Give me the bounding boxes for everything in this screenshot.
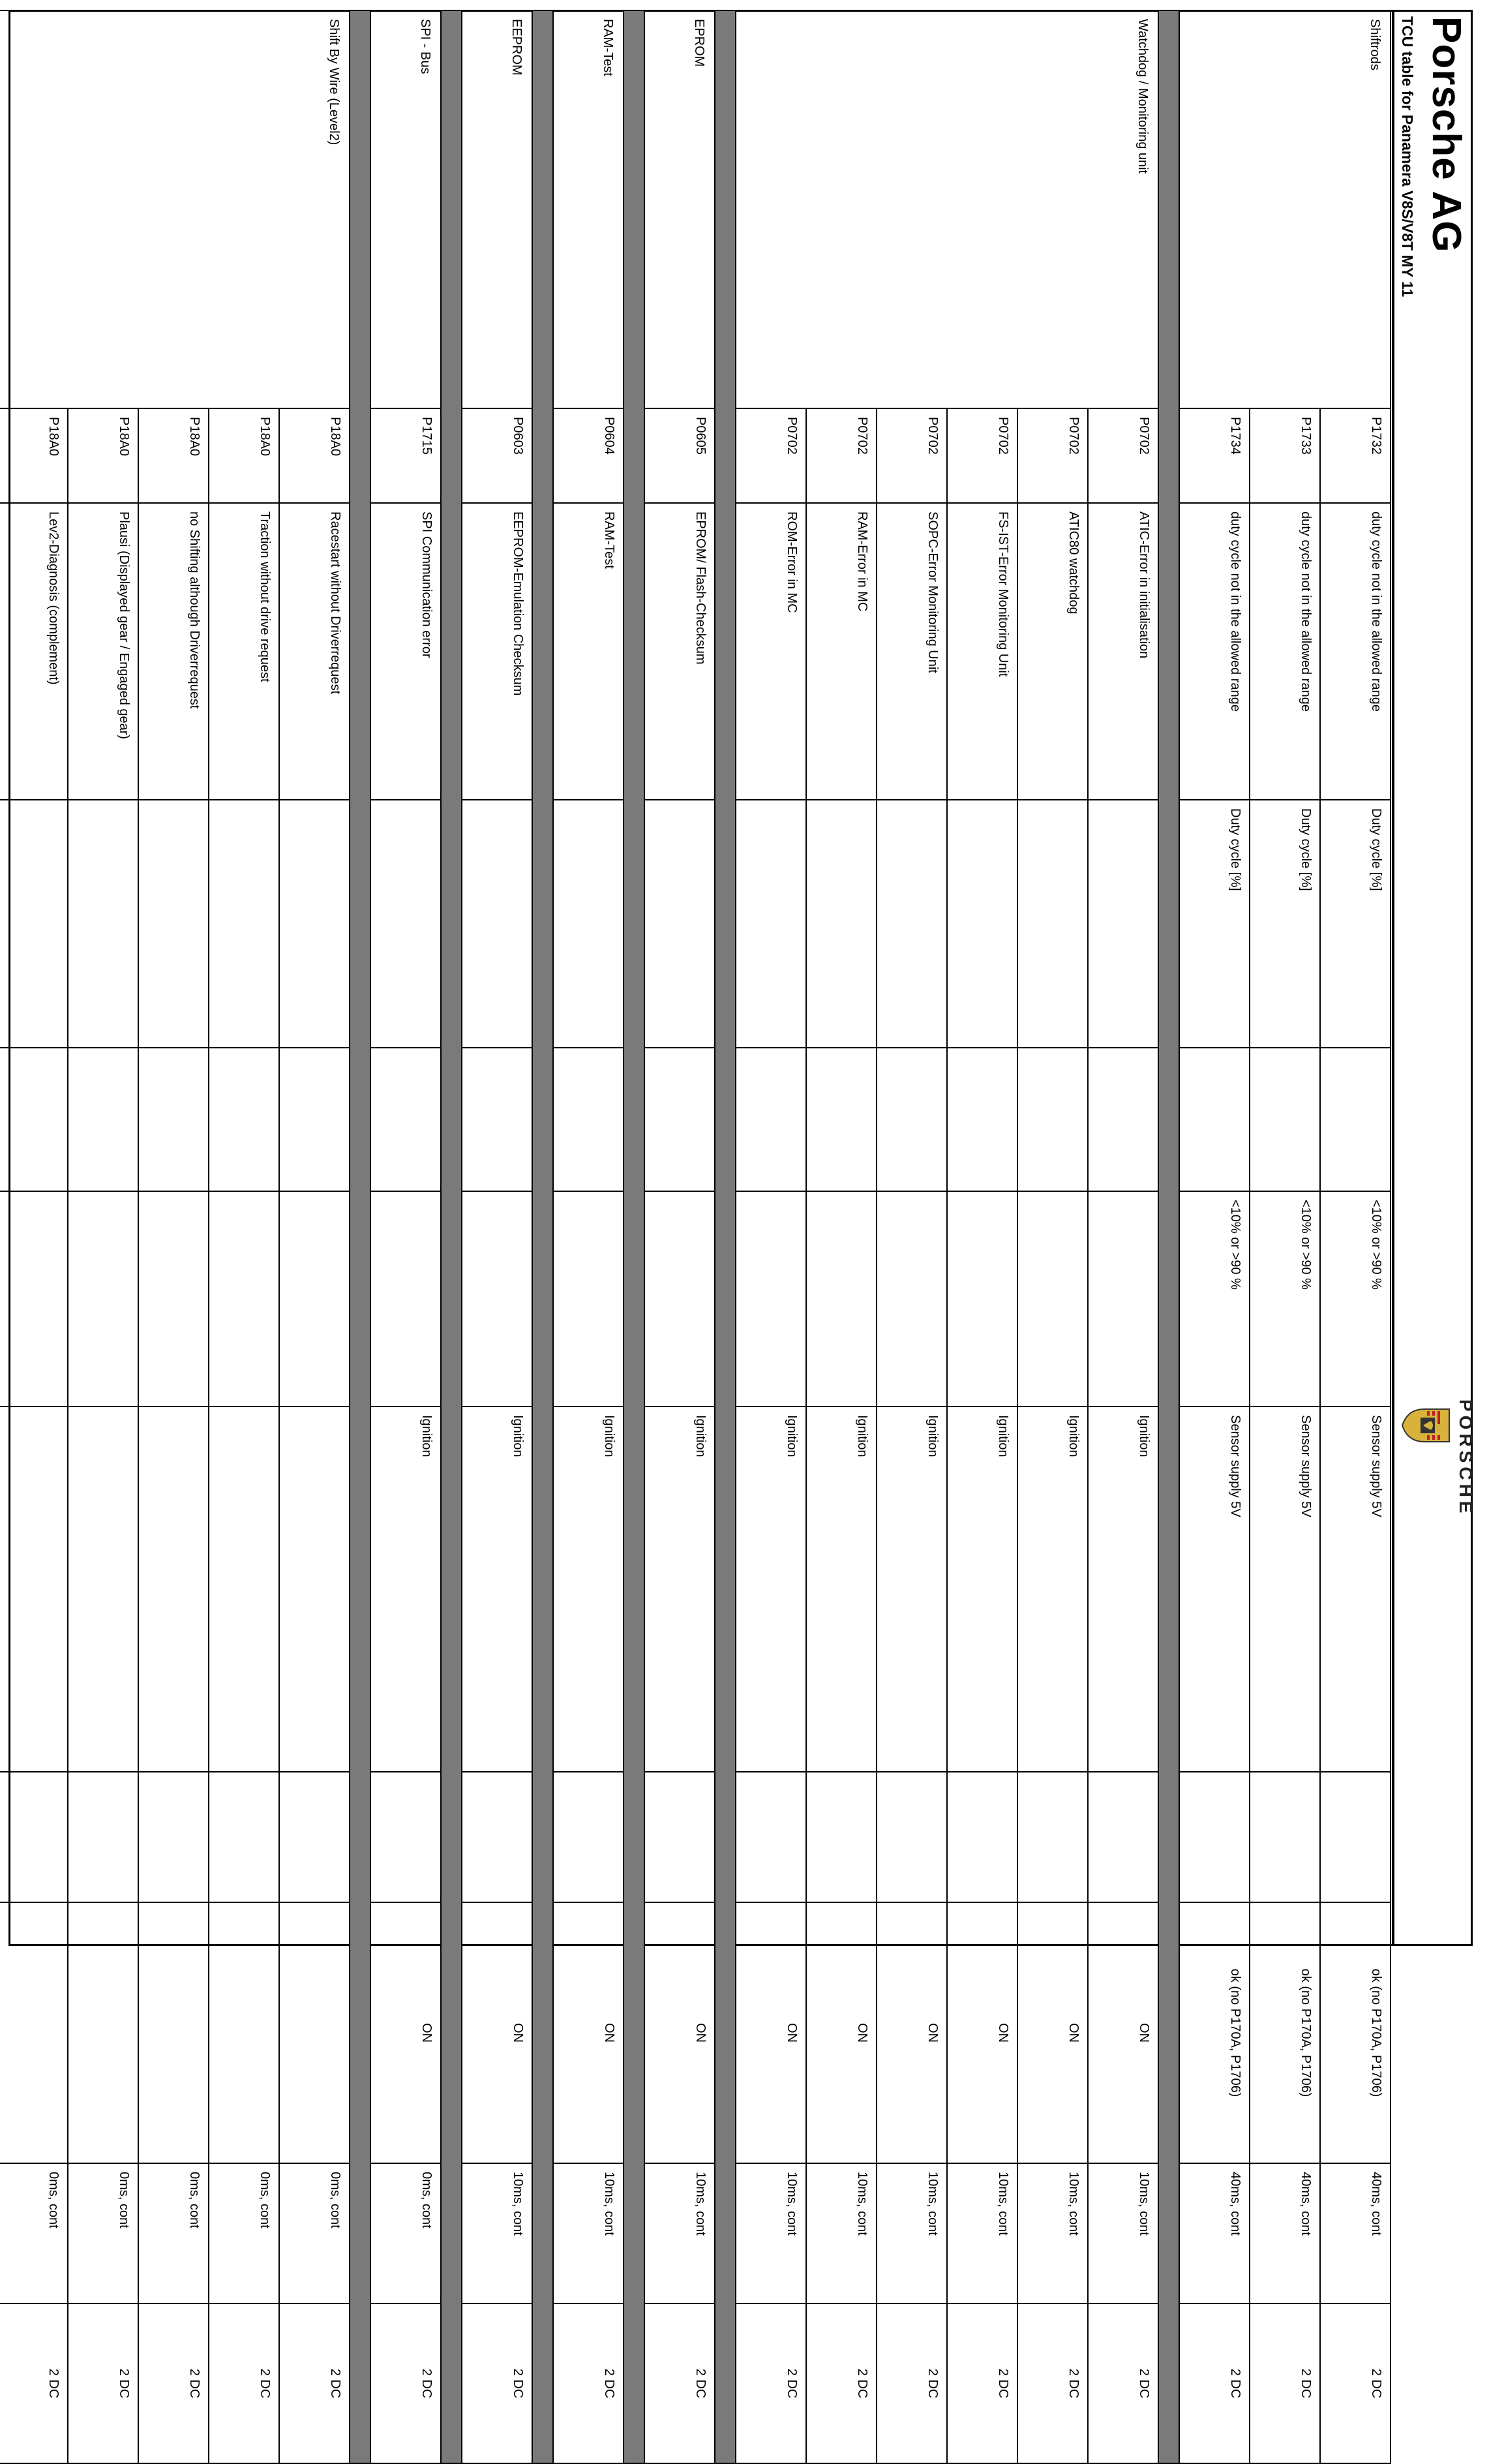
time-cell: 0ms, cont [0, 2163, 68, 2304]
col5-cell [462, 1048, 532, 1191]
param-cell: Duty cycle [%] [1250, 800, 1320, 1048]
param-cell [279, 800, 350, 1048]
param-cell [209, 800, 279, 1048]
param-cell [644, 800, 715, 1048]
enable-cell: ON [370, 1902, 441, 2163]
table-row [462, 10, 532, 2463]
section-separator [624, 10, 644, 2463]
time-cell: 0ms, cont [68, 2163, 138, 2304]
condition-cell [0, 1407, 68, 1772]
col9-cell [1179, 1772, 1250, 1902]
param-cell [462, 800, 532, 1048]
col6-cell [736, 1191, 806, 1407]
code-cell: P0702 [806, 408, 877, 503]
code-cell: P0702 [1017, 408, 1088, 503]
col6-cell [806, 1191, 877, 1407]
col6-cell [68, 1191, 138, 1407]
col5-cell [877, 1048, 947, 1191]
mil-cell: 2 DC [1250, 2304, 1320, 2463]
mil-cell: 2 DC [68, 2304, 138, 2463]
code-cell: P0702 [877, 408, 947, 503]
param-cell [0, 800, 68, 1048]
description-cell: Racestart without Driverrequest [279, 503, 350, 800]
condition-cell [279, 1407, 350, 1772]
col9-cell [209, 1772, 279, 1902]
param-cell [1017, 800, 1088, 1048]
param-cell: Duty cycle [%] [1320, 800, 1391, 1048]
mil-cell: 2 DC [138, 2304, 209, 2463]
enable-cell: ON [1017, 1902, 1088, 2163]
col5-cell [68, 1048, 138, 1191]
time-cell: 10ms, cont [877, 2163, 947, 2304]
col6-cell [370, 1191, 441, 1407]
time-cell: 10ms, cont [806, 2163, 877, 2304]
condition-cell: Sensor supply 5V [1320, 1407, 1391, 1772]
condition-cell: Ignition [947, 1407, 1017, 1772]
col5-cell [279, 1048, 350, 1191]
col9-cell [877, 1772, 947, 1902]
param-cell [736, 800, 806, 1048]
table-body [0, 10, 1391, 2463]
group-cell: Shift By Wire (Level2) [0, 10, 350, 408]
condition-cell [138, 1407, 209, 1772]
condition-cell [68, 1407, 138, 1772]
condition-cell: Ignition [1088, 1407, 1158, 1772]
time-cell: 10ms, cont [1088, 2163, 1158, 2304]
code-cell: P0702 [947, 408, 1017, 503]
mil-cell: 2 DC [644, 2304, 715, 2463]
mil-cell: 2 DC [947, 2304, 1017, 2463]
table-row [553, 10, 624, 2463]
group-cell: SPI - Bus [370, 10, 441, 408]
enable-cell: ok (no P170A, P1706) [1250, 1902, 1320, 2163]
param-cell [877, 800, 947, 1048]
col9-cell [736, 1772, 806, 1902]
enable-cell: ON [877, 1902, 947, 2163]
col5-cell [947, 1048, 1017, 1191]
condition-cell: Ignition [877, 1407, 947, 1772]
col6-cell [947, 1191, 1017, 1407]
table-row [644, 10, 715, 2463]
code-cell: P1734 [1179, 408, 1250, 503]
mil-cell: 2 DC [553, 2304, 624, 2463]
brand-wordmark: PORSCHE [1456, 1399, 1476, 1517]
description-cell: duty cycle not in the allowed range [1320, 503, 1391, 800]
col6-cell [462, 1191, 532, 1407]
col9-cell [1320, 1772, 1391, 1902]
mil-cell: 2 DC [736, 2304, 806, 2463]
time-cell: 10ms, cont [644, 2163, 715, 2304]
description-cell: ATIC80 watchdog [1017, 503, 1088, 800]
col6-cell [209, 1191, 279, 1407]
page-subtitle: TCU table for Panamera V8S/V8T MY 11 [1399, 16, 1416, 297]
condition-cell [209, 1407, 279, 1772]
param-cell: Duty cycle [%] [1179, 800, 1250, 1048]
mil-cell: 2 DC [462, 2304, 532, 2463]
col6-cell [279, 1191, 350, 1407]
section-separator [532, 10, 553, 2463]
time-cell: 0ms, cont [209, 2163, 279, 2304]
col5-cell [644, 1048, 715, 1191]
col9-cell [1250, 1772, 1320, 1902]
time-cell: 10ms, cont [462, 2163, 532, 2304]
description-cell: EPROM/ Flash-Checksum [644, 503, 715, 800]
group-cell: EPROM [644, 10, 715, 408]
time-cell: 40ms, cont [1250, 2163, 1320, 2304]
mil-cell: 2 DC [1320, 2304, 1391, 2463]
col6-cell: <10% or >90 % [1179, 1191, 1250, 1407]
table-row [1088, 10, 1158, 2463]
enable-cell: ON [462, 1902, 532, 2163]
col5-cell [1179, 1048, 1250, 1191]
col6-cell [138, 1191, 209, 1407]
col5-cell [736, 1048, 806, 1191]
code-cell: P18A0 [0, 408, 68, 503]
time-cell: 40ms, cont [1179, 2163, 1250, 2304]
table-row [370, 10, 441, 2463]
code-cell: P0604 [553, 408, 624, 503]
col9-cell [279, 1772, 350, 1902]
col5-cell [1088, 1048, 1158, 1191]
time-cell: 10ms, cont [1017, 2163, 1088, 2304]
group-cell: EEPROM [462, 10, 532, 408]
time-cell: 10ms, cont [736, 2163, 806, 2304]
code-cell: P18A0 [138, 408, 209, 503]
enable-cell: ON [947, 1902, 1017, 2163]
mil-cell: 2 DC [0, 2304, 68, 2463]
separator-cell [350, 10, 370, 2463]
description-cell: ROM-Error in MC [736, 503, 806, 800]
col5-cell [138, 1048, 209, 1191]
col9-cell [806, 1772, 877, 1902]
col9-cell [644, 1772, 715, 1902]
enable-cell: ok (no P170A, P1706) [1179, 1902, 1250, 2163]
mil-cell: 2 DC [1017, 2304, 1088, 2463]
code-cell: P0605 [644, 408, 715, 503]
description-cell: duty cycle not in the allowed range [1250, 503, 1320, 800]
col6-cell [1017, 1191, 1088, 1407]
col6-cell [877, 1191, 947, 1407]
group-cell: Watchdog / Monitoring unit [736, 10, 1158, 408]
code-cell: P0603 [462, 408, 532, 503]
code-cell: P1715 [370, 408, 441, 503]
time-cell: 0ms, cont [370, 2163, 441, 2304]
enable-cell [279, 1902, 350, 2163]
col6-cell [1088, 1191, 1158, 1407]
description-cell: Plausi (Displayed gear / Engaged gear) [68, 503, 138, 800]
porsche-crest-icon [1401, 1396, 1453, 1455]
col9-cell [1088, 1772, 1158, 1902]
mil-cell: 2 DC [1088, 2304, 1158, 2463]
condition-cell: Ignition [1017, 1407, 1088, 1772]
param-cell [947, 800, 1017, 1048]
col6-cell [644, 1191, 715, 1407]
param-cell [553, 800, 624, 1048]
enable-cell [0, 1902, 68, 2163]
separator-cell [715, 10, 736, 2463]
col6-cell: <10% or >90 % [1320, 1191, 1391, 1407]
section-separator [1158, 10, 1179, 2463]
col6-cell [0, 1191, 68, 1407]
col5-cell [806, 1048, 877, 1191]
code-cell: P0702 [1088, 408, 1158, 503]
condition-cell: Ignition [553, 1407, 624, 1772]
description-cell: SOPC-Error Monitoring Unit [877, 503, 947, 800]
description-cell: duty cycle not in the allowed range [1179, 503, 1250, 800]
code-cell: P1732 [1320, 408, 1391, 503]
separator-cell [624, 10, 644, 2463]
mil-cell: 2 DC [1179, 2304, 1250, 2463]
col9-cell [553, 1772, 624, 1902]
code-cell: P18A0 [279, 408, 350, 503]
col9-cell [138, 1772, 209, 1902]
param-cell [806, 800, 877, 1048]
page-title: Porsche AG [1424, 16, 1469, 253]
table-row [1320, 10, 1391, 2463]
param-cell [370, 800, 441, 1048]
enable-cell [209, 1902, 279, 2163]
col5-cell [370, 1048, 441, 1191]
group-cell: Shiftrods [1179, 10, 1391, 408]
enable-cell: ON [736, 1902, 806, 2163]
description-cell: Traction without drive request [209, 503, 279, 800]
code-cell: P1733 [1250, 408, 1320, 503]
mil-cell: 2 DC [370, 2304, 441, 2463]
col9-cell [947, 1772, 1017, 1902]
col9-cell [462, 1772, 532, 1902]
time-cell: 0ms, cont [138, 2163, 209, 2304]
mil-cell: 2 DC [279, 2304, 350, 2463]
header-rule [1392, 10, 1394, 1946]
description-cell: Lev2-Diagnosis (complement) [0, 503, 68, 800]
code-cell: P18A0 [209, 408, 279, 503]
description-cell: EEPROM-Emulation Checksum [462, 503, 532, 800]
col6-cell [553, 1191, 624, 1407]
enable-cell: ON [644, 1902, 715, 2163]
group-cell: RAM-Test [553, 10, 624, 408]
description-cell: no Shifting although Driverrequest [138, 503, 209, 800]
col9-cell [370, 1772, 441, 1902]
param-cell [138, 800, 209, 1048]
enable-cell: ON [553, 1902, 624, 2163]
col9-cell [1017, 1772, 1088, 1902]
enable-cell: ON [806, 1902, 877, 2163]
code-cell: P0702 [736, 408, 806, 503]
section-separator [715, 10, 736, 2463]
time-cell: 40ms, cont [1320, 2163, 1391, 2304]
col5-cell [209, 1048, 279, 1191]
condition-cell: Ignition [644, 1407, 715, 1772]
condition-cell: Ignition [806, 1407, 877, 1772]
condition-cell: Ignition [736, 1407, 806, 1772]
description-cell: RAM-Test [553, 503, 624, 800]
enable-cell: ok (no P170A, P1706) [1320, 1902, 1391, 2163]
condition-cell: Ignition [462, 1407, 532, 1772]
description-cell: RAM-Error in MC [806, 503, 877, 800]
separator-cell [1158, 10, 1179, 2463]
condition-cell: Sensor supply 5V [1179, 1407, 1250, 1772]
separator-cell [532, 10, 553, 2463]
separator-cell [441, 10, 462, 2463]
mil-cell: 2 DC [209, 2304, 279, 2463]
time-cell: 10ms, cont [947, 2163, 1017, 2304]
code-cell: P18A0 [68, 408, 138, 503]
col5-cell [553, 1048, 624, 1191]
description-cell: SPI Communication error [370, 503, 441, 800]
mil-cell: 2 DC [806, 2304, 877, 2463]
mil-cell: 2 DC [877, 2304, 947, 2463]
col5-cell [0, 1048, 68, 1191]
enable-cell [138, 1902, 209, 2163]
enable-cell: ON [1088, 1902, 1158, 2163]
col9-cell [68, 1772, 138, 1902]
condition-cell: Ignition [370, 1407, 441, 1772]
param-cell [68, 800, 138, 1048]
condition-cell: Sensor supply 5V [1250, 1407, 1320, 1772]
col5-cell [1250, 1048, 1320, 1191]
table-row [279, 10, 350, 2463]
col6-cell: <10% or >90 % [1250, 1191, 1320, 1407]
enable-cell [68, 1902, 138, 2163]
tcu-table [0, 10, 1391, 2464]
section-separator [441, 10, 462, 2463]
time-cell: 10ms, cont [553, 2163, 624, 2304]
time-cell: 0ms, cont [279, 2163, 350, 2304]
description-cell: FS-IST-Error Monitoring Unit [947, 503, 1017, 800]
col5-cell [1017, 1048, 1088, 1191]
param-cell [1088, 800, 1158, 1048]
description-cell: ATIC-Error in initialisation [1088, 503, 1158, 800]
col9-cell [0, 1772, 68, 1902]
col5-cell [1320, 1048, 1391, 1191]
section-separator [350, 10, 370, 2463]
